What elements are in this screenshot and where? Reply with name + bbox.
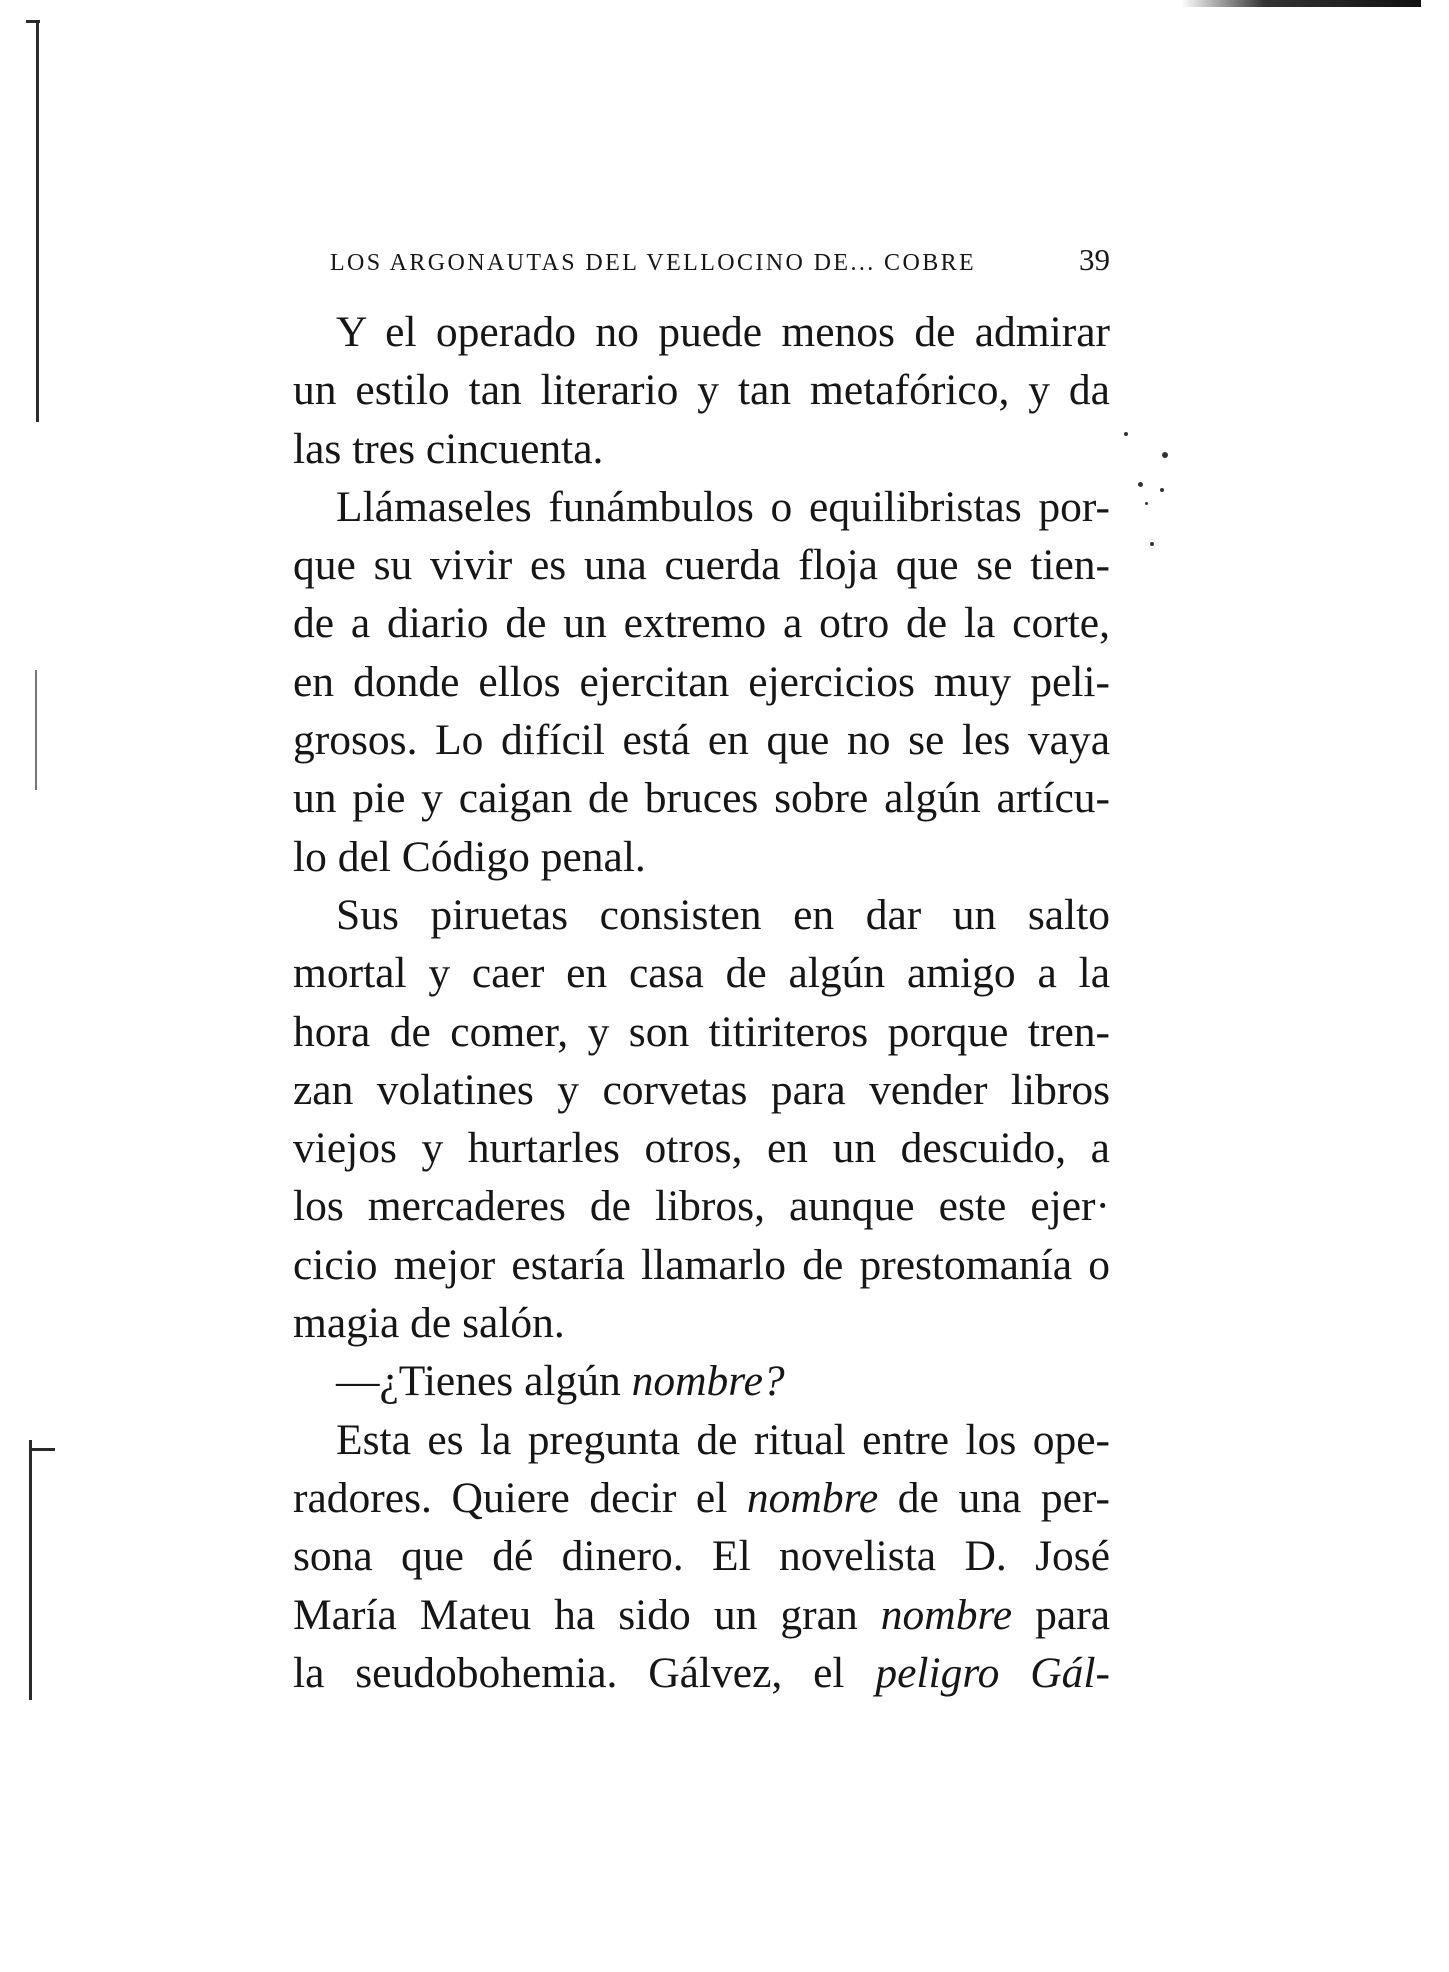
ink-speck [1150,542,1154,546]
text-segment: radores. Quiere decir el [293,1473,747,1522]
text-segment: la seudobohemia. Gálvez, el [293,1648,876,1697]
text-line: Esta es la pregunta de ritual entre los ope- [336,1415,1110,1464]
scan-top-rule [1181,0,1421,7]
ink-speck [1145,502,1148,505]
text-line: un pie y caigan de bruces sobre algún artícu- [293,774,1110,823]
ink-speck [1138,482,1143,487]
text-line [250,1469,1110,1527]
text-line: en donde ellos ejercitan ejercicios muy peli- [293,657,1110,706]
ink-speck [1160,488,1164,492]
ink-speck [1124,432,1128,436]
text-segment: María Mateu ha sido un gran [293,1590,881,1639]
scan-edge-line-mid [35,670,37,790]
text-line: Sus piruetas consisten en dar un salto [336,890,1110,939]
italic-word: nombre [880,1590,1013,1639]
text-line: Y el operado no puede menos de admirar [336,308,1110,356]
text-segment: de una per- [878,1473,1110,1522]
text-line: magia de salón. [293,1299,565,1348]
text-line: las tres cincuenta. [293,424,604,473]
running-title: LOS ARGONAUTAS DEL VELLOCINO DE... COBRE [330,250,977,276]
text-line: que su vivir es una cuerda floja que se tien- [293,541,1110,590]
paragraph-3 [250,886,1110,1352]
text-line: lo del Código penal. [293,832,646,881]
paragraph-5 [250,1411,1110,1702]
text-line [250,1352,1110,1410]
page-number: 39 [1079,242,1110,277]
italic-word: peligro Gál- [875,1648,1111,1697]
scan-edge-line-top [36,22,39,422]
text-line: los mercaderes de libros, aunque este ejer· [293,1182,1110,1231]
dialogue-line [250,1352,1110,1410]
text-line: cicio mejor estaría llamarlo de prestomanía o [293,1240,1110,1289]
text-line: grosos. Lo difícil está en que no se les vaya [293,716,1110,765]
paragraph-2 [250,478,1110,886]
text-line: Llámaseles funámbulos o equilibristas por- [336,482,1110,531]
scan-edge-mark-low [29,1448,55,1451]
text-line: viejos y hurtarles otros, en un descuido, a [293,1124,1110,1173]
text-line: un estilo tan literario y tan metafórico, y da [293,366,1110,415]
text-line: zan volatines y corvetas para vender libros [293,1065,1110,1114]
italic-word: nombre? [631,1357,785,1406]
body-text [250,303,1110,1702]
italic-word: nombre [746,1473,879,1522]
text-line: mortal y caer en casa de algún amigo a la [293,949,1110,998]
scan-edge-mark-top [26,20,40,23]
dialogue-text: —¿Tienes algún [336,1357,632,1406]
text-line [250,1644,1110,1702]
text-line [250,1586,1110,1644]
running-header [330,242,1110,284]
scan-edge-line-low [29,1440,32,1700]
text-segment: para [1012,1590,1110,1639]
text-line: hora de comer, y son titiriteros porque tren- [293,1007,1110,1056]
text-line: sona que dé dinero. El novelista D. José [293,1532,1110,1581]
paragraph-1 [250,303,1110,478]
ink-speck [1162,452,1168,458]
text-line: de a diario de un extremo a otro de la corte, [293,599,1110,648]
